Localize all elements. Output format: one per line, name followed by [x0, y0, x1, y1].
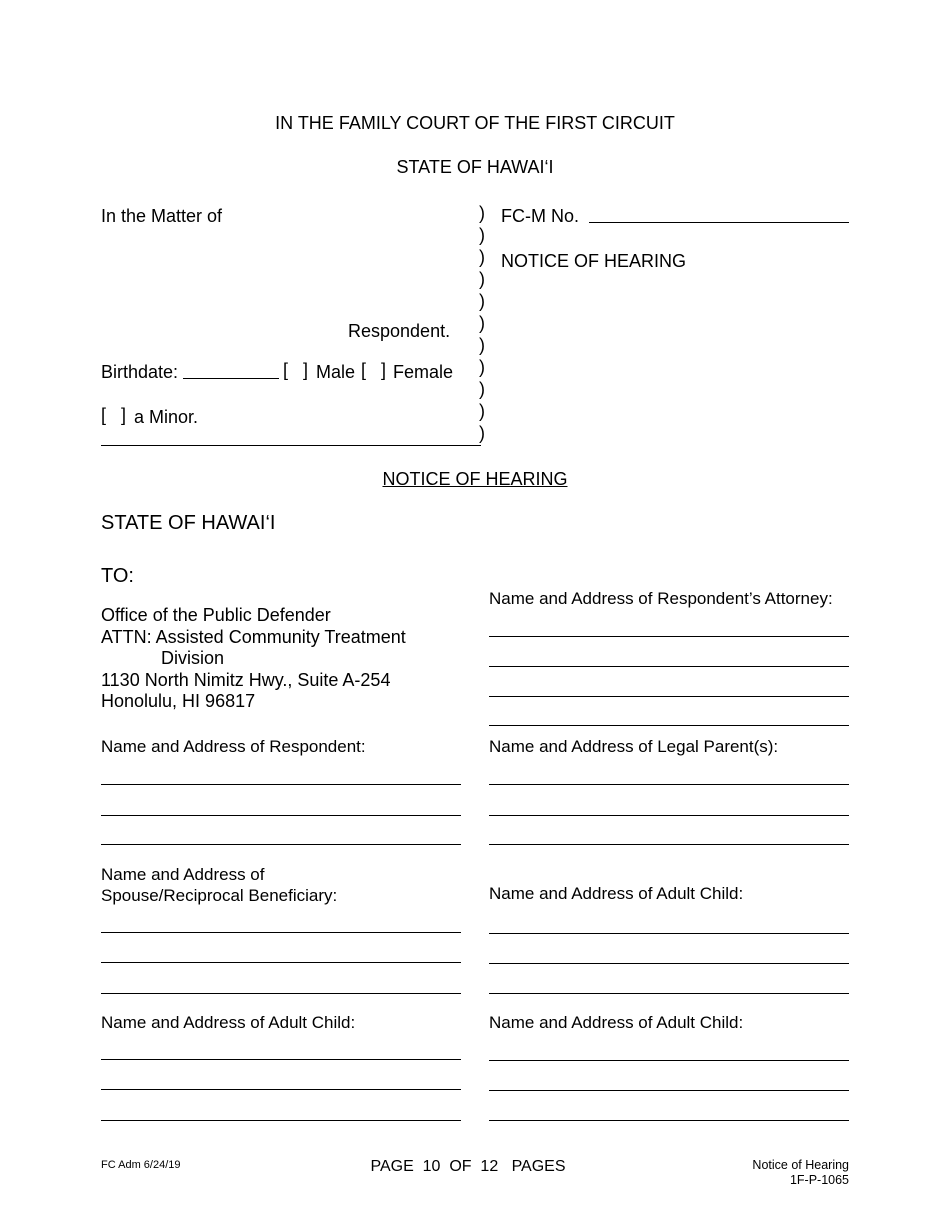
adult-child-label: Name and Address of Adult Child:: [489, 1013, 744, 1032]
notice-title: NOTICE OF HEARING: [382, 469, 568, 489]
male-checkbox[interactable]: [ ]: [283, 360, 309, 380]
address-line: 1130 North Nimitz Hwy., Suite A-254: [101, 669, 391, 690]
caption-paren: ): [479, 335, 485, 355]
page-number: PAGE 10 OF 12 PAGES: [370, 1158, 566, 1175]
caption-paren: ): [479, 379, 485, 399]
public-defender-address: [101, 605, 406, 713]
document-type-title: NOTICE OF HEARING: [501, 251, 687, 271]
address-line: Honolulu, HI 96817: [101, 691, 256, 711]
caption-paren: ): [479, 247, 485, 267]
address-line: ATTN: Assisted Community Treatment: [101, 626, 406, 647]
caption-paren: ): [479, 203, 485, 223]
to-label: TO:: [101, 565, 134, 587]
respondent-address-field[interactable]: [101, 844, 461, 845]
spouse-address-field[interactable]: [101, 993, 461, 994]
case-number-label: FC-M No.: [501, 206, 579, 226]
adult-child-address-field[interactable]: [489, 1090, 849, 1091]
spouse-label: [101, 864, 337, 906]
respondent-attorney-field[interactable]: [489, 666, 849, 667]
state-heading: STATE OF HAWAI‘I: [396, 157, 554, 177]
caption-paren: ): [479, 357, 485, 377]
adult-child-label: Name and Address of Adult Child:: [489, 884, 744, 903]
form-id: FC Adm 6/24/19: [101, 1159, 181, 1171]
footer-doc-info: [752, 1158, 849, 1188]
address-line: Division: [161, 648, 225, 668]
respondent-attorney-field[interactable]: [489, 725, 849, 726]
respondent-attorney-field[interactable]: [489, 636, 849, 637]
legal-parents-field[interactable]: [489, 844, 849, 845]
caption-paren: ): [479, 401, 485, 421]
adult-child-address-field[interactable]: [101, 1089, 461, 1090]
respondent-address-label: Name and Address of Respondent:: [101, 737, 366, 756]
female-label: Female: [393, 362, 454, 382]
adult-child-address-field[interactable]: [101, 1120, 461, 1121]
spouse-address-field[interactable]: [101, 962, 461, 963]
in-matter-of-label: In the Matter of: [101, 206, 223, 226]
spouse-address-field[interactable]: [101, 932, 461, 933]
caption-paren: ): [479, 269, 485, 289]
adult-child-address-field[interactable]: [489, 993, 849, 994]
court-heading: IN THE FAMILY COURT OF THE FIRST CIRCUIT: [275, 113, 675, 133]
caption-paren: ): [479, 291, 485, 311]
respondent-label: Respondent.: [348, 321, 451, 341]
birthdate-label: Birthdate:: [101, 362, 179, 382]
respondent-attorney-label: Name and Address of Respondent’s Attorney:: [489, 589, 833, 608]
adult-child-label: Name and Address of Adult Child:: [101, 1013, 356, 1032]
adult-child-address-field[interactable]: [101, 1059, 461, 1060]
female-checkbox[interactable]: [ ]: [361, 360, 387, 380]
respondent-attorney-field[interactable]: [489, 696, 849, 697]
caption-paren: ): [479, 423, 485, 443]
respondent-address-field[interactable]: [101, 815, 461, 816]
spouse-label-line: Name and Address of: [101, 865, 265, 884]
male-label: Male: [316, 362, 356, 382]
adult-child-address-field[interactable]: [489, 1120, 849, 1121]
legal-parents-label: Name and Address of Legal Parent(s):: [489, 737, 779, 756]
state-label: STATE OF HAWAI‘I: [101, 512, 276, 534]
caption-paren: ): [479, 313, 485, 333]
caption-bottom-rule: [101, 445, 481, 446]
legal-parents-field[interactable]: [489, 815, 849, 816]
minor-label: a Minor.: [134, 407, 199, 427]
adult-child-address-field[interactable]: [489, 933, 849, 934]
legal-parents-field[interactable]: [489, 784, 849, 785]
footer-doc-name: Notice of Hearing: [752, 1158, 849, 1172]
case-number-field[interactable]: [589, 222, 849, 223]
adult-child-address-field[interactable]: [489, 963, 849, 964]
minor-checkbox[interactable]: [ ]: [101, 405, 127, 425]
footer-doc-code: 1F-P-1065: [789, 1173, 849, 1187]
address-line: Office of the Public Defender: [101, 605, 331, 625]
spouse-label-line: Spouse/Reciprocal Beneficiary:: [101, 886, 338, 905]
adult-child-address-field[interactable]: [489, 1060, 849, 1061]
birthdate-field[interactable]: [183, 378, 279, 379]
caption-paren: ): [479, 225, 485, 245]
respondent-address-field[interactable]: [101, 784, 461, 785]
